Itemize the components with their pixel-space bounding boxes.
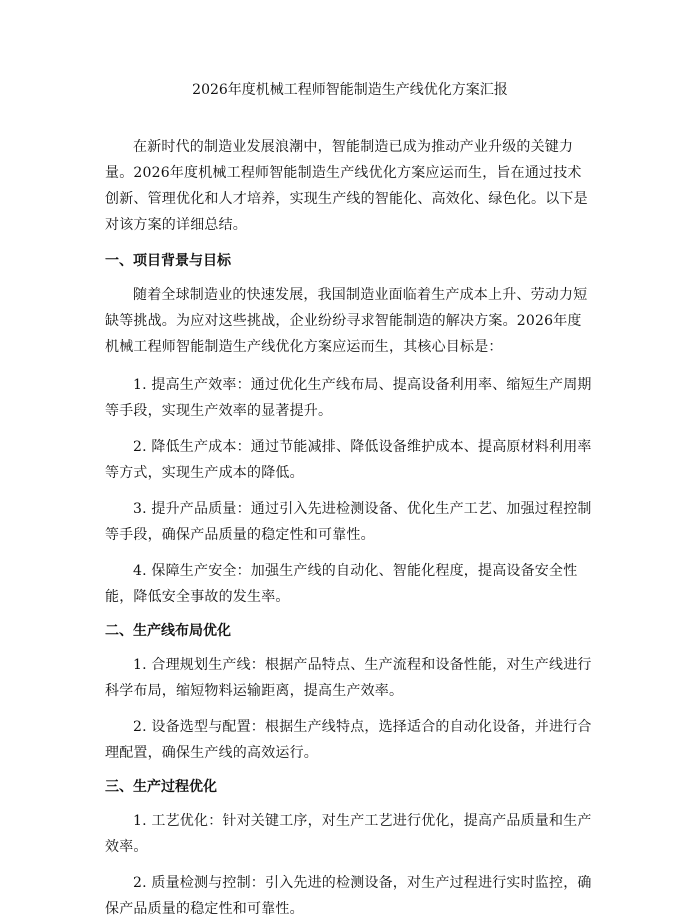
list-item: 2. 设备选型与配置：根据生产线特点，选择适合的自动化设备，并进行合理配置，确保生产线的高效运行。 xyxy=(105,719,592,761)
intro-paragraph: 在新时代的制造业发展浪潮中，智能制造已成为推动产业升级的关键力量。2026年度机械工程师智能制造生产线优化方案应运而生，旨在通过技术创新、管理优化和人才培养，实现生产线的智能化、高效化、绿色化。以下是对该方案的详细总结。 xyxy=(105,139,588,233)
section-heading: 一、项目背景与目标 xyxy=(105,253,231,269)
list-item: 4. 保障生产安全：加强生产线的自动化、智能化程度，提高设备安全性能，降低安全事故的发生率。 xyxy=(105,563,578,605)
section-layout-optimization xyxy=(105,620,595,766)
section-heading: 三、生产过程优化 xyxy=(105,779,217,795)
section-process-optimization xyxy=(105,776,595,922)
list-item: 1. 提高生产效率：通过优化生产线布局、提高设备利用率、缩短生产周期等手段，实现生产效率的显著提升。 xyxy=(105,377,592,419)
list-item: 3. 提升产品质量：通过引入先进检测设备、优化生产工艺、加强过程控制等手段，确保产品质量的稳定性和可靠性。 xyxy=(105,501,592,543)
document-title: 2026年度机械工程师智能制造生产线优化方案汇报 xyxy=(192,82,508,98)
list-item: 2. 降低生产成本：通过节能减排、降低设备维护成本、提高原材料利用率等方式，实现生产成本的降低。 xyxy=(105,439,592,481)
list-item: 2. 质量检测与控制：引入先进的检测设备，对生产过程进行实时监控，确保产品质量的稳定性和可靠性。 xyxy=(105,875,592,917)
section-paragraph: 随着全球制造业的快速发展，我国制造业面临着生产成本上升、劳动力短缺等挑战。为应对这些挑战，企业纷纷寻求智能制造的解决方案。2026年度机械工程师智能制造生产线优化方案应运而生，其核心目标是： xyxy=(105,287,588,355)
section-heading: 二、生产线布局优化 xyxy=(105,623,231,639)
section-background-goals xyxy=(105,250,595,610)
list-item: 1. 工艺优化：针对关键工序，对生产工艺进行优化，提高产品质量和生产效率。 xyxy=(105,813,592,855)
list-item: 1. 合理规划生产线：根据产品特点、生产流程和设备性能，对生产线进行科学布局，缩短物料运输距离，提高生产效率。 xyxy=(105,657,592,699)
